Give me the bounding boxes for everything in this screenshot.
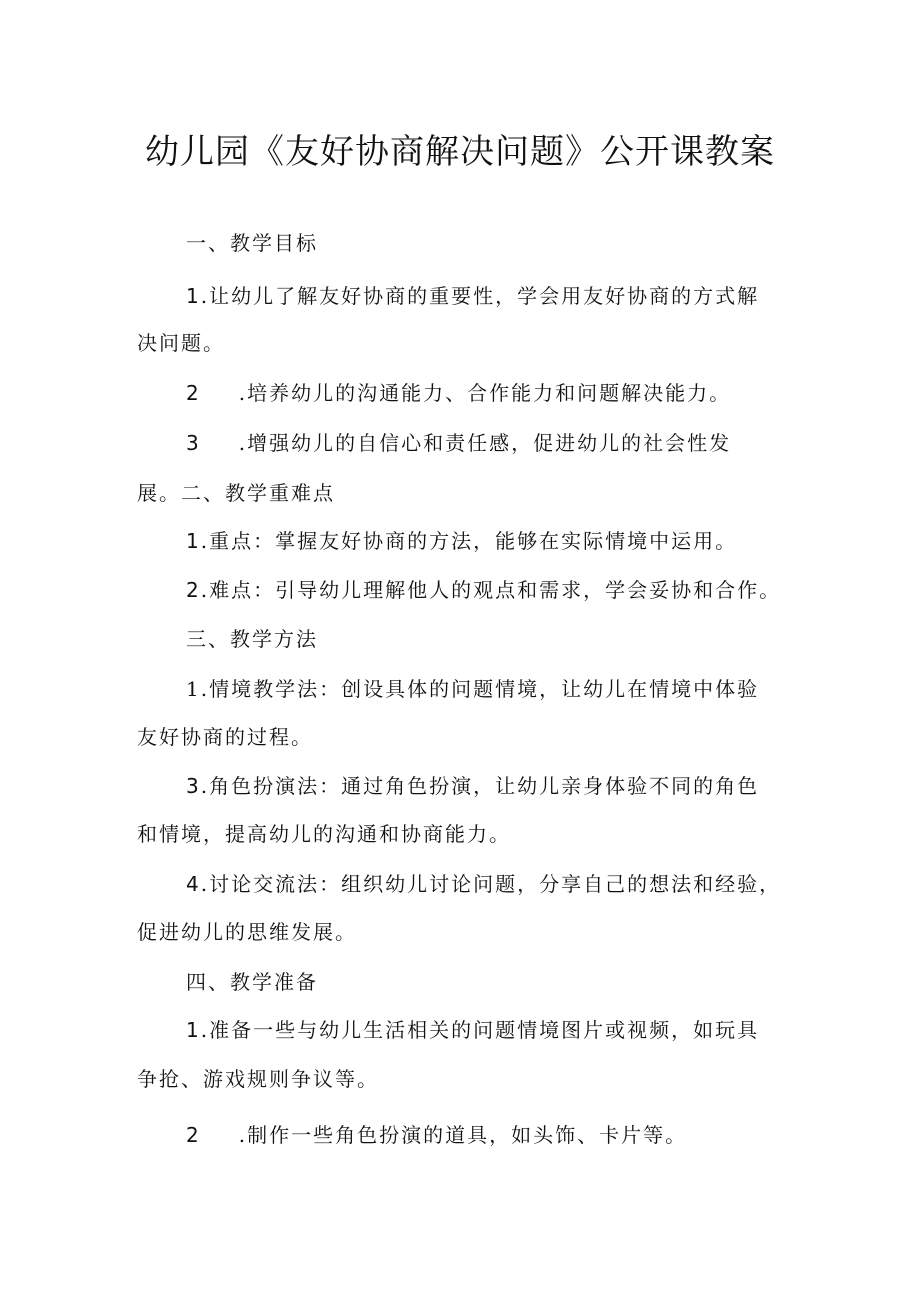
method-item-3: 4.讨论交流法：组织幼儿讨论问题，分享自己的想法和经验， xyxy=(186,872,782,896)
goal-item-2: 2 .培养幼儿的沟通能力、合作能力和问题解决能力。 xyxy=(186,381,732,405)
key-point-item-1: 1.重点：掌握友好协商的方法，能够在实际情境中运用。 xyxy=(186,529,738,553)
method-item-3-continued: 促进幼儿的思维发展。 xyxy=(137,920,357,944)
preparation-item-1-continued: 争抢、游戏规则争议等。 xyxy=(137,1067,379,1091)
method-item-1-continued: 友好协商的过程。 xyxy=(137,725,313,749)
method-item-1: 1.情境教学法：创设具体的问题情境，让幼儿在情境中体验 xyxy=(186,677,760,701)
goal-item-1: 1.让幼儿了解友好协商的重要性，学会用友好协商的方式解 xyxy=(186,284,760,308)
section-heading-methods: 三、教学方法 xyxy=(186,627,318,651)
document-title: 幼儿园《友好协商解决问题》公开课教案 xyxy=(145,132,775,172)
key-point-item-2: 2.难点：引导幼儿理解他人的观点和需求，学会妥协和合作。 xyxy=(186,578,782,602)
preparation-item-2: 2 .制作一些角色扮演的道具，如头饰、卡片等。 xyxy=(186,1123,688,1147)
section-heading-goals: 一、教学目标 xyxy=(186,231,318,255)
method-item-2: 3.角色扮演法：通过角色扮演，让幼儿亲身体验不同的角色 xyxy=(186,774,760,798)
method-item-2-continued: 和情境，提高幼儿的沟通和协商能力。 xyxy=(137,822,511,846)
goal-item-3: 3 .增强幼儿的自信心和责任感，促进幼儿的社会性发 xyxy=(186,431,732,455)
goal-item-3-continued: 展。二、教学重难点 xyxy=(137,481,335,505)
section-heading-preparation: 四、教学准备 xyxy=(186,970,318,994)
goal-item-1-continued: 决问题。 xyxy=(137,331,225,355)
preparation-item-1: 1.准备一些与幼儿生活相关的问题情境图片或视频，如玩具 xyxy=(186,1018,760,1042)
